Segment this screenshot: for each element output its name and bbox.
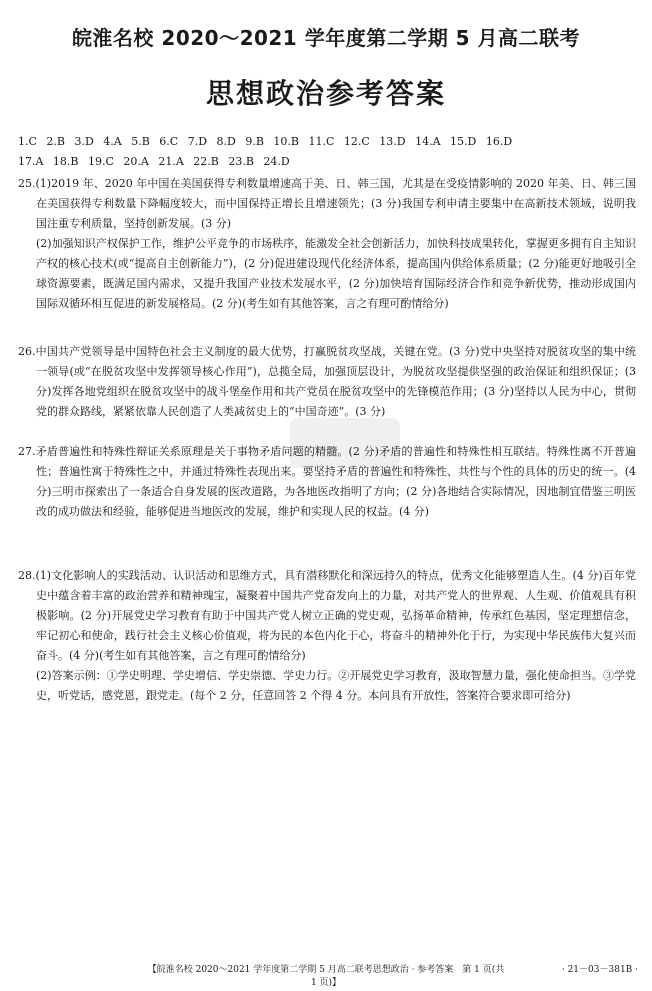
choice-answers-line-2: 17.A 18.B 19.C 20.A 21.A 22.B 23.B 24.D xyxy=(18,155,290,168)
exam-title: 皖淮名校 2020～2021 学年度第二学期 5 月高二联考 xyxy=(71,26,581,50)
question-28-answer xyxy=(18,566,636,706)
question-26-part-1: 26.中国共产党领导是中国特色社会主义制度的最大优势，打赢脱贫攻坚战，关键在党。(3 分)党中央坚持对脱贫攻坚的集中统一领导(或“在脱贫攻坚中发挥领导核心作用”)，总揽全局，加强顶层设计，为脱贫攻坚提供坚强的政治保证和组织保证；(3 分)发挥各地党组织在脱贫攻坚中的战斗堡垒作用和共产党员在脱贫攻坚中的先锋模范作用；(3 分)坚持以人民为中心，贯彻党的群众路线，紧紧依靠人民创造了人类减贫史上的“中国奇迹”。(3 分) xyxy=(18,345,636,418)
question-25-answer xyxy=(18,174,636,314)
question-27-answer xyxy=(18,442,636,522)
question-25-part-2: (2)加强知识产权保护工作，维护公平竞争的市场秩序，能激发全社会创新活力，加快科技成果转化，掌握更多拥有自主知识产权的核心技术(或“提高自主创新能力”)，(2 分)促进建设现代化经济体系，提高国内供给体系质量；(2 分)能更好地吸引全球资源要素，既满足国内需求，又提升我国产业技术发展水平，(2 分)加快培育国际经济合作和竞争新优势，推动形成国内国际双循环相互促进的新发展格局。(2 分)(考生如有其他答案，言之有理可酌情给分) xyxy=(36,237,636,310)
document-title: 思想政治参考答案 xyxy=(205,77,446,110)
footer-code: · 21－03－381B · xyxy=(561,965,638,975)
question-25-part-1: 25.(1)2019 年、2020 年中国在美国获得专利数量增速高于美、日、韩三国，尤其是在受疫情影响的 2020 年美、日、韩三国在美国获得专利数量下降幅度较大，而中国保持正增长且增速领先；(3 分)我国专利申请主要集中在高新技术领域，说明我国注重专利质量，坚持创新发展。(3 分) xyxy=(18,177,636,230)
question-28-part-2: (2)答案示例：①学史明理、学史增信、学史崇德、学史力行。②开展党史学习教育，汲取智慧力量，强化使命担当。③学党史，听党话，感党恩，跟党走。(每个 2 分，任意回答 2 个得 4 分。本问具有开放性，答案符合要求即可给分) xyxy=(36,669,636,702)
question-27-part-1: 27.矛盾普遍性和特殊性辩证关系原理是关于事物矛盾问题的精髓。(2 分)矛盾的普遍性和特殊性相互联结。特殊性离不开普遍性；普遍性寓于特殊性之中，并通过特殊性表现出来。要坚持矛盾的普遍性和特殊性、共性与个性的具体的历史的统一。(4 分)三明市探索出了一条适合自身发展的医改道路，为各地医改指明了方向；(2 分)各地结合实际情况，因地制宜借鉴三明医改的成功做法和经验，能够促进当地医改的发展，维护和实现人民的权益。(4 分) xyxy=(18,445,636,518)
question-28-part-1: 28.(1)文化影响人的实践活动、认识活动和思维方式，具有潜移默化和深远持久的特点，优秀文化能够塑造人生。(4 分)百年党史中蕴含着丰富的政治营养和精神瑰宝，凝聚着中国共产党奋发向上的力量，对共产党人的世界观、人生观、价值观具有积极影响。(2 分)开展党史学习教育有助于中国共产党人树立正确的党史观，弘扬革命精神，传承红色基因，坚定理想信念，牢记初心和使命，践行社会主义核心价值观，将为民的本色内化于心，将奋斗的精神外化于行，为实现中华民族伟大复兴而奋斗。(4 分)(考生如有其他答案，言之有理可酌情给分) xyxy=(18,569,636,662)
choice-answers-line-1: 1.C 2.B 3.D 4.A 5.B 6.C 7.D 8.D 9.B 10.B 11.C 12.C 13.D 14.A 15.D 16.D xyxy=(18,135,513,148)
footer-page-info: 【皖淮名校 2020～2021 学年度第二学期 5 月高二联考思想政治 · 参考答案 第 1 页(共 1 页)】 xyxy=(147,965,505,988)
question-26-answer xyxy=(18,342,636,422)
